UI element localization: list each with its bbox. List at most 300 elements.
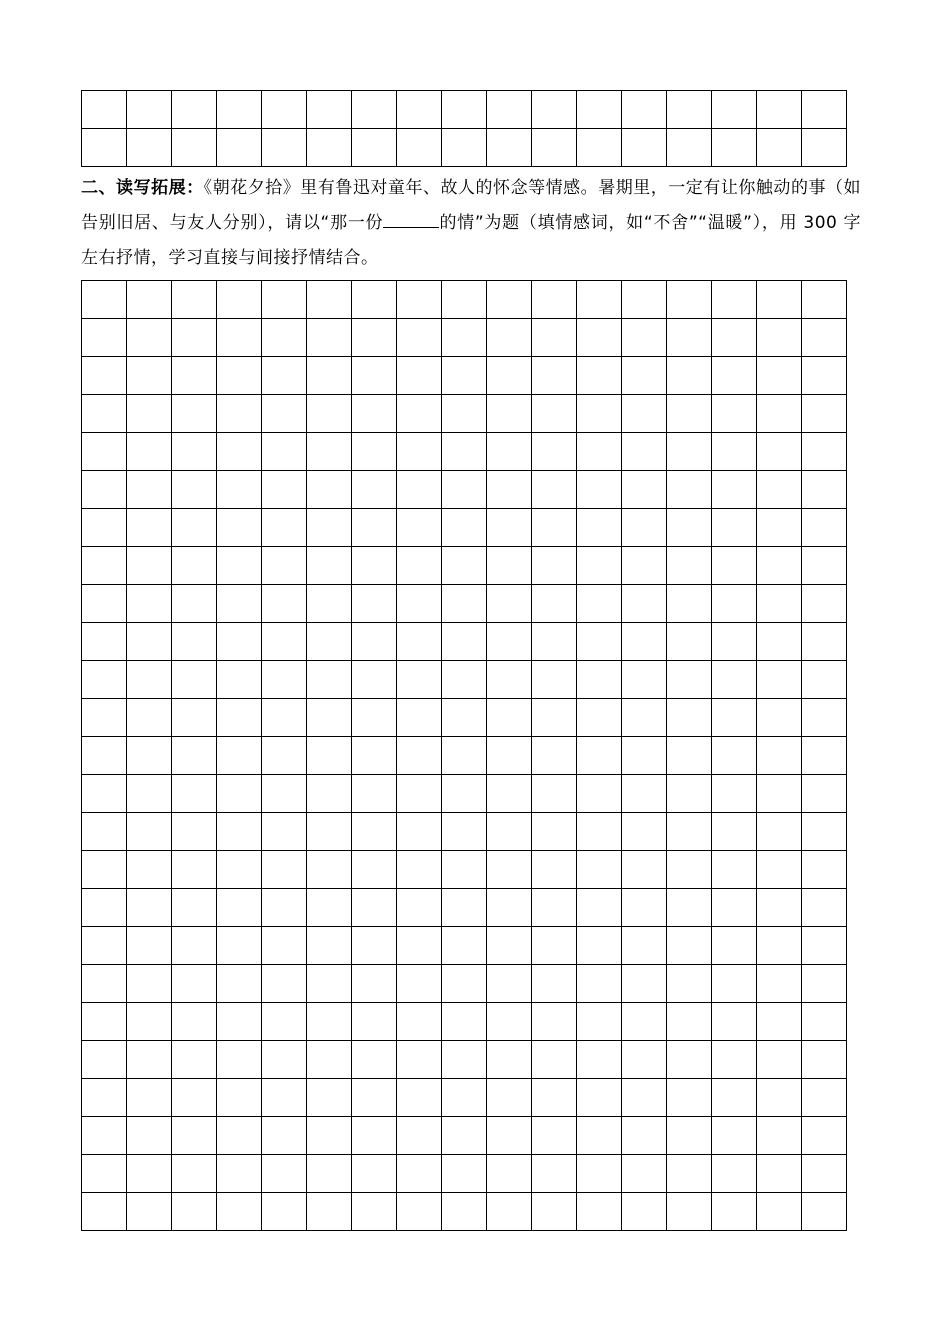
grid-cell[interactable]	[397, 1041, 442, 1079]
grid-cell[interactable]	[622, 851, 667, 889]
grid-cell[interactable]	[802, 547, 847, 585]
grid-cell[interactable]	[802, 319, 847, 357]
grid-cell[interactable]	[667, 129, 712, 167]
grid-cell[interactable]	[127, 547, 172, 585]
grid-cell[interactable]	[712, 1193, 757, 1231]
grid-cell[interactable]	[577, 775, 622, 813]
grid-cell[interactable]	[667, 1155, 712, 1193]
grid-cell[interactable]	[352, 927, 397, 965]
grid-cell[interactable]	[757, 1003, 802, 1041]
grid-cell[interactable]	[622, 129, 667, 167]
grid-cell[interactable]	[262, 1117, 307, 1155]
grid-cell[interactable]	[82, 1155, 127, 1193]
grid-cell[interactable]	[442, 927, 487, 965]
grid-cell[interactable]	[487, 357, 532, 395]
grid-cell[interactable]	[397, 319, 442, 357]
grid-cell[interactable]	[667, 1041, 712, 1079]
grid-cell[interactable]	[127, 433, 172, 471]
grid-cell[interactable]	[757, 1193, 802, 1231]
grid-cell[interactable]	[217, 1041, 262, 1079]
grid-cell[interactable]	[262, 129, 307, 167]
grid-cell[interactable]	[712, 471, 757, 509]
grid-cell[interactable]	[307, 433, 352, 471]
grid-cell[interactable]	[397, 129, 442, 167]
grid-cell[interactable]	[262, 91, 307, 129]
grid-cell[interactable]	[397, 509, 442, 547]
grid-cell[interactable]	[172, 1155, 217, 1193]
grid-cell[interactable]	[82, 1117, 127, 1155]
grid-cell[interactable]	[307, 927, 352, 965]
grid-cell[interactable]	[712, 699, 757, 737]
grid-cell[interactable]	[487, 319, 532, 357]
grid-cell[interactable]	[622, 965, 667, 1003]
grid-cell[interactable]	[172, 319, 217, 357]
grid-cell[interactable]	[397, 1117, 442, 1155]
grid-cell[interactable]	[217, 281, 262, 319]
grid-cell[interactable]	[577, 395, 622, 433]
grid-cell[interactable]	[82, 813, 127, 851]
grid-cell[interactable]	[622, 1041, 667, 1079]
grid-cell[interactable]	[82, 395, 127, 433]
grid-cell[interactable]	[487, 1041, 532, 1079]
grid-cell[interactable]	[217, 91, 262, 129]
grid-cell[interactable]	[307, 813, 352, 851]
grid-cell[interactable]	[127, 319, 172, 357]
grid-cell[interactable]	[712, 281, 757, 319]
grid-cell[interactable]	[127, 965, 172, 1003]
grid-cell[interactable]	[172, 395, 217, 433]
grid-cell[interactable]	[442, 661, 487, 699]
grid-cell[interactable]	[712, 509, 757, 547]
grid-cell[interactable]	[172, 1079, 217, 1117]
grid-cell[interactable]	[802, 1079, 847, 1117]
grid-cell[interactable]	[667, 775, 712, 813]
grid-cell[interactable]	[757, 661, 802, 699]
grid-cell[interactable]	[622, 1193, 667, 1231]
grid-cell[interactable]	[667, 91, 712, 129]
grid-cell[interactable]	[217, 509, 262, 547]
grid-cell[interactable]	[262, 471, 307, 509]
grid-cell[interactable]	[487, 889, 532, 927]
grid-cell[interactable]	[397, 661, 442, 699]
grid-cell[interactable]	[532, 661, 577, 699]
grid-cell[interactable]	[667, 851, 712, 889]
grid-cell[interactable]	[127, 1041, 172, 1079]
grid-cell[interactable]	[82, 1003, 127, 1041]
grid-cell[interactable]	[397, 889, 442, 927]
grid-cell[interactable]	[397, 927, 442, 965]
grid-cell[interactable]	[577, 471, 622, 509]
grid-cell[interactable]	[622, 737, 667, 775]
grid-cell[interactable]	[262, 395, 307, 433]
grid-cell[interactable]	[217, 585, 262, 623]
grid-cell[interactable]	[262, 737, 307, 775]
grid-cell[interactable]	[352, 129, 397, 167]
grid-cell[interactable]	[757, 129, 802, 167]
grid-cell[interactable]	[442, 547, 487, 585]
grid-cell[interactable]	[667, 433, 712, 471]
grid-cell[interactable]	[757, 699, 802, 737]
grid-cell[interactable]	[307, 547, 352, 585]
grid-cell[interactable]	[712, 433, 757, 471]
grid-cell[interactable]	[307, 319, 352, 357]
grid-cell[interactable]	[622, 547, 667, 585]
grid-cell[interactable]	[442, 471, 487, 509]
grid-cell[interactable]	[82, 699, 127, 737]
grid-cell[interactable]	[82, 471, 127, 509]
grid-cell[interactable]	[352, 813, 397, 851]
grid-cell[interactable]	[262, 699, 307, 737]
grid-cell[interactable]	[82, 737, 127, 775]
grid-cell[interactable]	[487, 91, 532, 129]
grid-cell[interactable]	[667, 1003, 712, 1041]
grid-cell[interactable]	[82, 433, 127, 471]
grid-cell[interactable]	[127, 889, 172, 927]
grid-cell[interactable]	[487, 1193, 532, 1231]
grid-cell[interactable]	[667, 699, 712, 737]
grid-cell[interactable]	[262, 357, 307, 395]
grid-cell[interactable]	[172, 661, 217, 699]
grid-cell[interactable]	[307, 1041, 352, 1079]
grid-cell[interactable]	[487, 1003, 532, 1041]
grid-cell[interactable]	[82, 281, 127, 319]
grid-cell[interactable]	[487, 813, 532, 851]
grid-cell[interactable]	[307, 471, 352, 509]
grid-cell[interactable]	[442, 281, 487, 319]
grid-cell[interactable]	[487, 661, 532, 699]
grid-cell[interactable]	[622, 281, 667, 319]
grid-cell[interactable]	[82, 1193, 127, 1231]
grid-cell[interactable]	[172, 851, 217, 889]
grid-cell[interactable]	[577, 1079, 622, 1117]
grid-cell[interactable]	[442, 509, 487, 547]
grid-cell[interactable]	[757, 585, 802, 623]
grid-cell[interactable]	[757, 433, 802, 471]
grid-cell[interactable]	[802, 623, 847, 661]
grid-cell[interactable]	[487, 775, 532, 813]
grid-cell[interactable]	[487, 585, 532, 623]
grid-cell[interactable]	[217, 357, 262, 395]
grid-cell[interactable]	[712, 965, 757, 1003]
grid-cell[interactable]	[532, 585, 577, 623]
grid-cell[interactable]	[802, 851, 847, 889]
grid-cell[interactable]	[667, 357, 712, 395]
grid-cell[interactable]	[82, 927, 127, 965]
grid-cell[interactable]	[487, 129, 532, 167]
grid-cell[interactable]	[127, 471, 172, 509]
grid-cell[interactable]	[622, 509, 667, 547]
grid-cell[interactable]	[352, 509, 397, 547]
grid-cell[interactable]	[82, 889, 127, 927]
grid-cell[interactable]	[127, 661, 172, 699]
grid-cell[interactable]	[532, 319, 577, 357]
grid-cell[interactable]	[172, 509, 217, 547]
grid-cell[interactable]	[757, 965, 802, 1003]
grid-cell[interactable]	[217, 395, 262, 433]
grid-cell[interactable]	[487, 471, 532, 509]
grid-cell[interactable]	[217, 319, 262, 357]
grid-cell[interactable]	[217, 1155, 262, 1193]
grid-cell[interactable]	[712, 661, 757, 699]
grid-cell[interactable]	[397, 699, 442, 737]
grid-cell[interactable]	[217, 965, 262, 1003]
grid-cell[interactable]	[667, 1079, 712, 1117]
grid-cell[interactable]	[172, 737, 217, 775]
grid-cell[interactable]	[352, 1003, 397, 1041]
grid-cell[interactable]	[82, 129, 127, 167]
grid-cell[interactable]	[307, 699, 352, 737]
grid-cell[interactable]	[667, 509, 712, 547]
grid-cell[interactable]	[757, 319, 802, 357]
grid-cell[interactable]	[352, 319, 397, 357]
grid-cell[interactable]	[352, 737, 397, 775]
grid-cell[interactable]	[82, 623, 127, 661]
grid-cell[interactable]	[127, 395, 172, 433]
grid-cell[interactable]	[262, 433, 307, 471]
grid-cell[interactable]	[757, 91, 802, 129]
grid-cell[interactable]	[397, 357, 442, 395]
grid-cell[interactable]	[262, 1079, 307, 1117]
grid-cell[interactable]	[622, 1003, 667, 1041]
grid-cell[interactable]	[217, 1117, 262, 1155]
grid-cell[interactable]	[442, 129, 487, 167]
grid-cell[interactable]	[757, 775, 802, 813]
grid-cell[interactable]	[307, 775, 352, 813]
grid-cell[interactable]	[127, 509, 172, 547]
writing-grid-main[interactable]	[81, 280, 847, 1231]
grid-cell[interactable]	[307, 357, 352, 395]
grid-cell[interactable]	[532, 889, 577, 927]
grid-cell[interactable]	[802, 281, 847, 319]
grid-cell[interactable]	[127, 1079, 172, 1117]
grid-cell[interactable]	[577, 1041, 622, 1079]
grid-cell[interactable]	[217, 623, 262, 661]
grid-cell[interactable]	[397, 737, 442, 775]
grid-cell[interactable]	[442, 965, 487, 1003]
grid-cell[interactable]	[532, 547, 577, 585]
grid-cell[interactable]	[172, 927, 217, 965]
grid-cell[interactable]	[352, 623, 397, 661]
grid-cell[interactable]	[127, 1117, 172, 1155]
grid-cell[interactable]	[307, 585, 352, 623]
grid-cell[interactable]	[307, 509, 352, 547]
grid-cell[interactable]	[307, 851, 352, 889]
grid-cell[interactable]	[307, 1193, 352, 1231]
grid-cell[interactable]	[712, 1003, 757, 1041]
grid-cell[interactable]	[622, 1155, 667, 1193]
grid-cell[interactable]	[712, 1041, 757, 1079]
grid-cell[interactable]	[712, 357, 757, 395]
grid-cell[interactable]	[577, 129, 622, 167]
grid-cell[interactable]	[307, 965, 352, 1003]
grid-cell[interactable]	[127, 1155, 172, 1193]
grid-cell[interactable]	[262, 851, 307, 889]
grid-cell[interactable]	[712, 129, 757, 167]
grid-cell[interactable]	[802, 889, 847, 927]
grid-cell[interactable]	[82, 319, 127, 357]
grid-cell[interactable]	[127, 1003, 172, 1041]
grid-cell[interactable]	[217, 1003, 262, 1041]
grid-cell[interactable]	[397, 1003, 442, 1041]
grid-cell[interactable]	[757, 623, 802, 661]
grid-cell[interactable]	[262, 1041, 307, 1079]
grid-cell[interactable]	[667, 927, 712, 965]
grid-cell[interactable]	[577, 623, 622, 661]
grid-cell[interactable]	[532, 965, 577, 1003]
grid-cell[interactable]	[487, 281, 532, 319]
grid-cell[interactable]	[757, 927, 802, 965]
grid-cell[interactable]	[442, 357, 487, 395]
grid-cell[interactable]	[532, 737, 577, 775]
grid-cell[interactable]	[577, 699, 622, 737]
grid-cell[interactable]	[262, 623, 307, 661]
grid-cell[interactable]	[172, 433, 217, 471]
grid-cell[interactable]	[172, 699, 217, 737]
grid-cell[interactable]	[802, 661, 847, 699]
grid-cell[interactable]	[712, 889, 757, 927]
grid-cell[interactable]	[82, 509, 127, 547]
grid-cell[interactable]	[802, 965, 847, 1003]
grid-cell[interactable]	[442, 395, 487, 433]
grid-cell[interactable]	[802, 1155, 847, 1193]
grid-cell[interactable]	[172, 775, 217, 813]
grid-cell[interactable]	[82, 661, 127, 699]
grid-cell[interactable]	[127, 927, 172, 965]
grid-cell[interactable]	[217, 851, 262, 889]
grid-cell[interactable]	[712, 585, 757, 623]
grid-cell[interactable]	[487, 699, 532, 737]
grid-cell[interactable]	[172, 1041, 217, 1079]
grid-cell[interactable]	[622, 433, 667, 471]
grid-cell[interactable]	[172, 813, 217, 851]
grid-cell[interactable]	[622, 623, 667, 661]
grid-cell[interactable]	[307, 661, 352, 699]
grid-cell[interactable]	[622, 319, 667, 357]
grid-cell[interactable]	[577, 1155, 622, 1193]
grid-cell[interactable]	[667, 965, 712, 1003]
grid-cell[interactable]	[757, 395, 802, 433]
grid-cell[interactable]	[802, 775, 847, 813]
grid-cell[interactable]	[262, 1193, 307, 1231]
grid-cell[interactable]	[712, 1155, 757, 1193]
grid-cell[interactable]	[667, 661, 712, 699]
grid-cell[interactable]	[442, 737, 487, 775]
grid-cell[interactable]	[442, 1003, 487, 1041]
grid-cell[interactable]	[757, 357, 802, 395]
grid-cell[interactable]	[352, 1041, 397, 1079]
grid-cell[interactable]	[352, 1079, 397, 1117]
grid-cell[interactable]	[262, 585, 307, 623]
grid-cell[interactable]	[802, 509, 847, 547]
grid-cell[interactable]	[172, 129, 217, 167]
grid-cell[interactable]	[487, 927, 532, 965]
grid-cell[interactable]	[262, 1003, 307, 1041]
grid-cell[interactable]	[577, 357, 622, 395]
grid-cell[interactable]	[667, 471, 712, 509]
grid-cell[interactable]	[127, 699, 172, 737]
grid-cell[interactable]	[622, 775, 667, 813]
grid-cell[interactable]	[577, 547, 622, 585]
grid-cell[interactable]	[397, 395, 442, 433]
grid-cell[interactable]	[577, 889, 622, 927]
grid-cell[interactable]	[442, 585, 487, 623]
grid-cell[interactable]	[487, 509, 532, 547]
grid-cell[interactable]	[802, 91, 847, 129]
grid-cell[interactable]	[577, 1003, 622, 1041]
grid-cell[interactable]	[82, 775, 127, 813]
grid-cell[interactable]	[712, 547, 757, 585]
grid-cell[interactable]	[127, 585, 172, 623]
grid-cell[interactable]	[442, 851, 487, 889]
grid-cell[interactable]	[217, 737, 262, 775]
grid-cell[interactable]	[127, 91, 172, 129]
grid-cell[interactable]	[397, 91, 442, 129]
grid-cell[interactable]	[757, 471, 802, 509]
writing-grid-top[interactable]	[81, 90, 847, 167]
grid-cell[interactable]	[82, 91, 127, 129]
grid-cell[interactable]	[397, 1079, 442, 1117]
grid-cell[interactable]	[352, 585, 397, 623]
grid-cell[interactable]	[667, 737, 712, 775]
grid-cell[interactable]	[397, 547, 442, 585]
grid-cell[interactable]	[352, 395, 397, 433]
grid-cell[interactable]	[712, 623, 757, 661]
grid-cell[interactable]	[622, 471, 667, 509]
grid-cell[interactable]	[397, 965, 442, 1003]
grid-cell[interactable]	[307, 395, 352, 433]
grid-cell[interactable]	[532, 395, 577, 433]
grid-cell[interactable]	[307, 1155, 352, 1193]
grid-cell[interactable]	[487, 1155, 532, 1193]
grid-cell[interactable]	[262, 889, 307, 927]
grid-cell[interactable]	[397, 433, 442, 471]
grid-cell[interactable]	[667, 813, 712, 851]
grid-cell[interactable]	[442, 623, 487, 661]
grid-cell[interactable]	[397, 585, 442, 623]
grid-cell[interactable]	[307, 889, 352, 927]
grid-cell[interactable]	[667, 547, 712, 585]
grid-cell[interactable]	[352, 357, 397, 395]
grid-cell[interactable]	[622, 1079, 667, 1117]
grid-cell[interactable]	[127, 737, 172, 775]
grid-cell[interactable]	[577, 661, 622, 699]
grid-cell[interactable]	[487, 623, 532, 661]
grid-cell[interactable]	[577, 851, 622, 889]
grid-cell[interactable]	[532, 357, 577, 395]
grid-cell[interactable]	[352, 1155, 397, 1193]
grid-cell[interactable]	[127, 281, 172, 319]
grid-cell[interactable]	[307, 623, 352, 661]
grid-cell[interactable]	[802, 699, 847, 737]
grid-cell[interactable]	[757, 1041, 802, 1079]
grid-cell[interactable]	[352, 547, 397, 585]
grid-cell[interactable]	[622, 927, 667, 965]
grid-cell[interactable]	[127, 623, 172, 661]
grid-cell[interactable]	[532, 433, 577, 471]
grid-cell[interactable]	[802, 1193, 847, 1231]
grid-cell[interactable]	[217, 661, 262, 699]
grid-cell[interactable]	[307, 91, 352, 129]
grid-cell[interactable]	[487, 395, 532, 433]
grid-cell[interactable]	[532, 1079, 577, 1117]
grid-cell[interactable]	[577, 1117, 622, 1155]
grid-cell[interactable]	[262, 965, 307, 1003]
grid-cell[interactable]	[82, 965, 127, 1003]
grid-cell[interactable]	[172, 471, 217, 509]
grid-cell[interactable]	[262, 927, 307, 965]
grid-cell[interactable]	[532, 129, 577, 167]
grid-cell[interactable]	[532, 623, 577, 661]
